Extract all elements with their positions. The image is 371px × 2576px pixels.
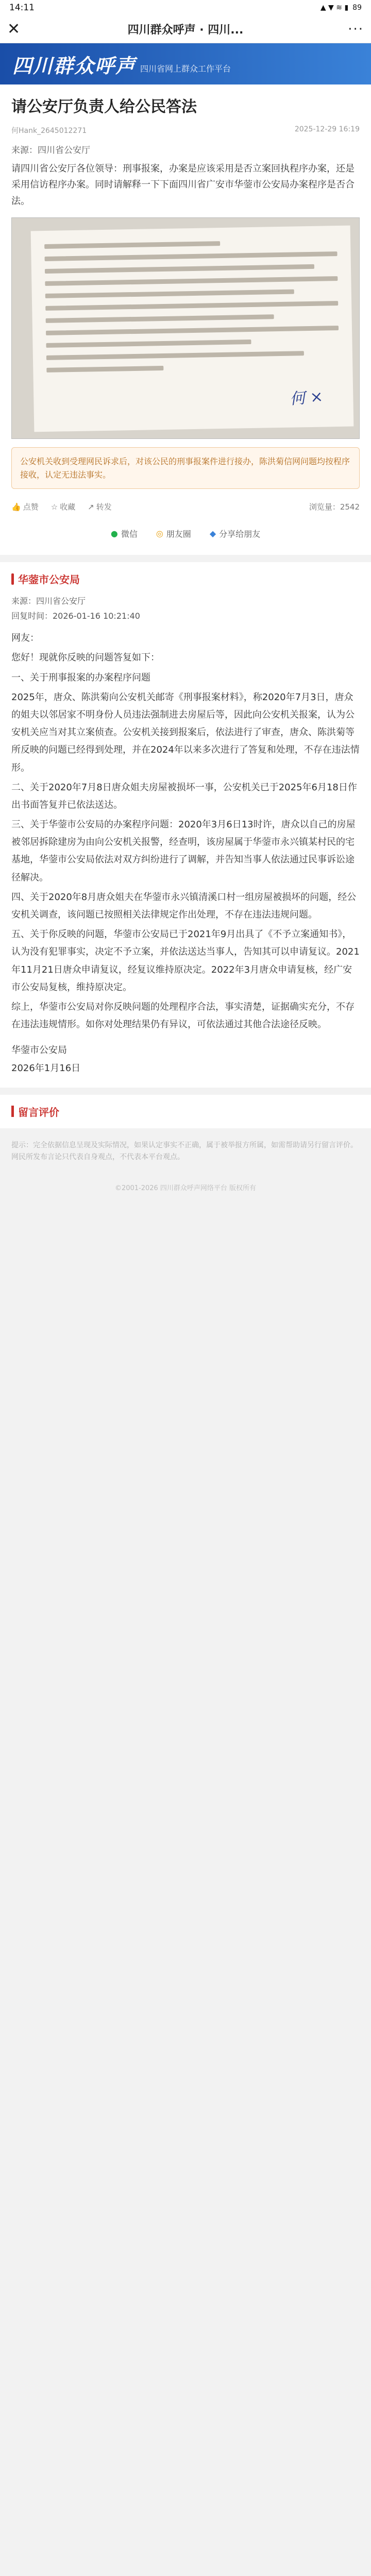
official-reply <box>0 562 371 1088</box>
reply-paragraph: 二、关于2020年7月8日唐众姐夫房屋被损坏一事，公安机关已于2025年6月18日作出书面答复并已依法送达。 <box>11 782 357 810</box>
article-date: 2025-12-29 16:19 <box>294 125 360 133</box>
handwritten-signature: 何 × <box>289 387 324 409</box>
footer-copyright: ©2001-2026 四川群众呼声网络平台 版权所有 <box>114 1184 257 1193</box>
article <box>0 84 371 555</box>
article-source: 来源：四川省公安厅 <box>11 145 90 156</box>
site-banner <box>0 43 371 84</box>
reply-paragraph: 您好！现就你反映的问题答复如下： <box>11 652 160 664</box>
moments-icon: ◎ <box>156 529 163 539</box>
reply-salutation: 网友： <box>11 633 39 644</box>
official-notice: 公安机关收到受理网民诉求后，对该公民的刑事报案件进行接办，陈洪菊信网问题均按程序接收，认定无违法事实。 <box>11 447 360 489</box>
reply-paragraph: 综上，华蓥市公安局对你反映问题的处理程序合法，事实清楚，证据确实充分，不存在违法违规情形。如你对处理结果仍有异议，可依法通过其他合法途径反映。 <box>11 1001 355 1030</box>
share-moments-button[interactable]: ◎ 朋友圈 <box>156 529 191 539</box>
battery-icon: 89 <box>352 4 362 12</box>
view-count: 浏览量：2542 <box>309 502 360 512</box>
section-marker <box>11 573 14 585</box>
article-headline: 请公安厅负责人给公民答法 <box>11 98 197 116</box>
section-marker <box>11 1106 14 1117</box>
reply-sign-org: 华蓥市公安局 <box>11 1045 67 1056</box>
status-icons <box>321 4 362 12</box>
status-bar <box>0 0 371 15</box>
reply-time: 回复时间：2026-01-16 10:21:40 <box>11 611 140 621</box>
close-icon[interactable]: ✕ <box>7 20 21 38</box>
share-friends-button[interactable]: ◆ 分享给朋友 <box>209 529 261 539</box>
reply-source: 来源：四川省公安厅 <box>11 596 86 606</box>
reply-paragraph: 四、关于2020年8月唐众姐夫在华蓥市永兴镇清溪口村一组房屋被损坏的问题，经公安机关调查，该问题已按照相关法律规定作出处理，不存在违法违规问题。 <box>11 891 357 920</box>
comments-header: 留言评价 <box>0 1095 371 1128</box>
signal-icon: ▲ ▼ ≋ ▮ <box>320 4 349 12</box>
share-icon: ↗ <box>88 502 94 512</box>
reply-department: 华蓥市公安局 <box>11 571 360 586</box>
banner-logo-text: 四川群众呼声 <box>12 54 137 77</box>
reply-paragraph: 五、关于你反映的问题，华蓥市公安局已于2021年9月出具了《不予立案通知书》，认为没有犯罪事实，决定不予立案，并依法送达当事人，告知其可以申请复议。2021年11月21日唐众申请复议，经复议维持原决定。2022年3月唐众申请复核，经广安市公安局复核，维持原决定。 <box>11 929 360 993</box>
article-actions <box>11 494 360 519</box>
share-bar <box>11 519 360 550</box>
reply-sign-date: 2026年1月16日 <box>11 1062 81 1074</box>
reply-body <box>11 630 360 1033</box>
forward-button[interactable]: ↗ 转发 <box>88 502 112 512</box>
disclaimer: 提示：完全依据信息呈现及实际情况，如果认定事实不正确，属于被举报方所属，如需帮助请另行留言评价。网民所发布言论只代表自身观点，不代表本平台观点。 <box>0 1128 371 1176</box>
more-icon[interactable]: ··· <box>348 21 364 37</box>
like-button[interactable]: 👍 点赞 <box>11 502 39 512</box>
share-wechat-button[interactable]: ● 微信 <box>110 529 138 539</box>
reply-paragraph: 2025年，唐众、陈洪菊向公安机关邮寄《刑事报案材料》，称2020年7月3日，唐众的姐夫以邻居家不明身份人员违法强制进去房屋后等，因此向公安机关报案，认为公安机关应当对其立案侦查。公安机关接到报案后，依法进行了审查，唐众、陈洪菊等所反映的问题已经得到处理，并在2024年以来多次进行了答复和处理，不存在违法情形。 <box>11 691 360 773</box>
wechat-icon: ● <box>110 529 118 539</box>
thumbs-up-icon: 👍 <box>11 502 21 512</box>
reply-signature <box>11 1042 360 1077</box>
favorite-button[interactable]: ☆ 收藏 <box>50 502 76 512</box>
reply-paragraph: 三、关于华蓥市公安局的办案程序问题：2020年3月6日13时许，唐众以自己的房屋被邻居拆除建房为由向公安机关报警，经查明，该房屋属于华蓥市永兴镇某村民的宅基地，华蓥市公安局依法对双方纠纷进行了调解，并告知当事人依法通过民事诉讼途径解决。 <box>11 819 356 883</box>
star-icon: ☆ <box>50 502 58 512</box>
nav-title: 四川群众呼声 · 四川... <box>127 24 244 37</box>
article-lead: 请四川省公安厅各位领导：刑事报案，办案是应该采用是否立案回执程序办案，还是采用信访程序办案。同时请解释一下下面四川省广安市华蓥市公安局办案程序是否合法。 <box>11 163 355 207</box>
reply-paragraph: 一、关于刑事报案的办案程序问题 <box>11 672 150 683</box>
status-time: 14:11 <box>9 3 35 13</box>
friends-icon: ◆ <box>209 529 216 539</box>
nav-bar <box>0 15 371 43</box>
article-meta <box>11 125 360 135</box>
article-author: 何Hank_2645012271 <box>11 126 87 135</box>
banner-subtitle: 四川省网上群众工作平台 <box>140 63 231 74</box>
scanned-letter-image[interactable] <box>11 217 360 439</box>
